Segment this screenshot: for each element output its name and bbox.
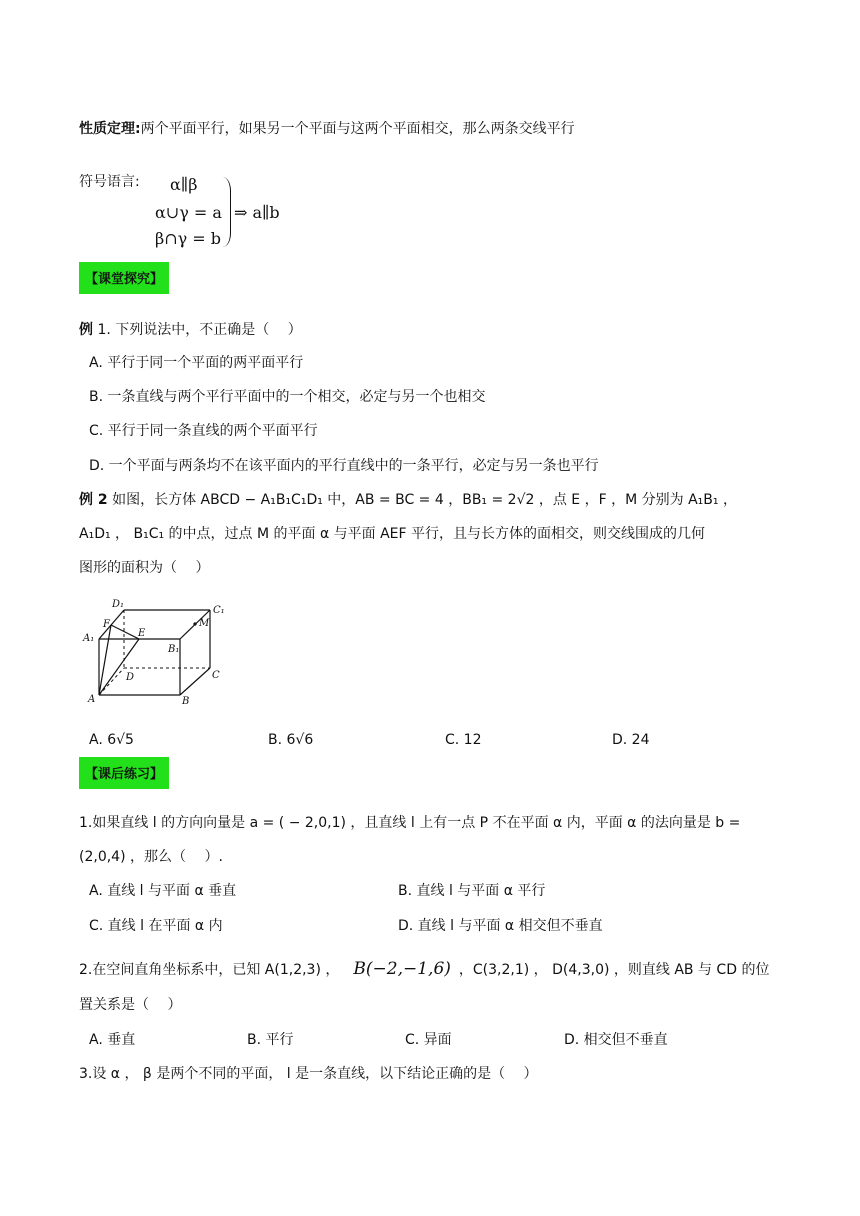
fig-label-m: M [199, 618, 210, 629]
ex1-option-b: B. 一条直线与两个平行平面中的一个相交，必定与另一个也相交 [89, 389, 486, 405]
property-theorem [79, 118, 575, 138]
property-text: 两个平面平行，如果另一个平面与这两个平面相交，那么两条交线平行 [140, 121, 575, 137]
fig-label-c1: C₁ [213, 605, 225, 616]
ex1-option-c: C. 平行于同一条直线的两个平面平行 [89, 423, 318, 439]
q2-option-d: D. 相交但不垂直 [564, 1032, 668, 1048]
q1-line-2: (2,0,4) ，那么（ ）. [79, 849, 223, 865]
fig-label-d: D [126, 672, 135, 683]
ex1-label: 例 [79, 322, 93, 338]
q2-line-2: 置关系是（ ） [79, 997, 182, 1013]
fig-label-d1: D₁ [112, 599, 125, 610]
symbolic-line-2: α∪γ = a [155, 203, 222, 222]
q1-option-b: B. 直线 l 与平面 α 平行 [398, 883, 546, 899]
q1-line-1: 1.如果直线 l 的方向向量是 a = ( − 2,0,1) ，且直线 l 上有一点 P 不在平面 α 内，平面 α 的法向量是 b = [79, 815, 741, 831]
fig-label-b: B [182, 696, 190, 706]
ex2-line-3: 图形的面积为（ ） [79, 560, 210, 576]
ex1-stem [79, 319, 302, 339]
q1-option-c: C. 直线 l 在平面 α 内 [89, 918, 223, 934]
ex2-option-b: B. 6√6 [268, 732, 314, 748]
ex2-line-2: A₁D₁ ， B₁C₁ 的中点，过点 M 的平面 α 与平面 AEF 平行，且与长方体的面相交，则交线围成的几何 [79, 526, 706, 542]
ex1-option-a: A. 平行于同一个平面的两平面平行 [89, 355, 304, 371]
fig-label-c: C [212, 670, 220, 681]
q1-option-a: A. 直线 l 与平面 α 垂直 [89, 883, 237, 899]
ex2-line-1-text: 如图，长方体 ABCD − A₁B₁C₁D₁ 中，AB = BC = 4 ，BB₁ = 2√2 ，点 E ，F ，M 分别为 A₁B₁ ， [112, 492, 737, 508]
symbolic-line-1: α∥β [170, 175, 198, 194]
ex2-cuboid-figure [82, 594, 232, 706]
ex2-option-c: C. 12 [445, 732, 482, 748]
fig-label-a: A [88, 694, 96, 705]
q1-option-d: D. 直线 l 与平面 α 相交但不垂直 [398, 918, 603, 934]
section-tag-homework: 【课后练习】 [79, 757, 169, 789]
q2-option-b: B. 平行 [247, 1032, 294, 1048]
symbolic-brace [222, 177, 231, 247]
ex1-stem-text: 1. 下列说法中，不正确是（ ） [93, 322, 302, 338]
property-label: 性质定理: [79, 121, 141, 137]
q2-option-a: A. 垂直 [89, 1032, 136, 1048]
q2-line-1-b: ，C(3,2,1) ， D(4,3,0) ，则直线 AB 与 CD 的位 [458, 962, 770, 978]
symbolic-label: 符号语言: [79, 174, 140, 190]
fig-label-f: F [103, 619, 110, 630]
ex2-line-1 [79, 489, 737, 509]
fig-label-a1: A₁ [83, 633, 95, 644]
fig-label-e: E [138, 628, 146, 639]
ex2-label: 例 2 [79, 492, 108, 508]
ex2-option-a: A. 6√5 [89, 732, 134, 748]
ex1-option-d: D. 一个平面与两条均不在该平面内的平行直线中的一条平行，必定与另一条也平行 [89, 458, 599, 474]
ex2-option-d: D. 24 [612, 732, 650, 748]
q2-option-c: C. 异面 [405, 1032, 452, 1048]
symbolic-result: ⇒ a∥b [234, 203, 280, 222]
q2-point-b: B(−2,−1,6) [353, 959, 451, 979]
symbolic-line-3: β∩γ = b [155, 229, 222, 248]
q2-line-1-a: 2.在空间直角坐标系中，已知 A(1,2,3) ， [79, 962, 340, 978]
q3-line-1: 3.设 α ， β 是两个不同的平面， l 是一条直线，以下结论正确的是（ ） [79, 1066, 538, 1082]
fig-label-b1: B₁ [168, 644, 180, 655]
q2-line-1 [79, 959, 769, 979]
section-tag-classroom: 【课堂探究】 [79, 262, 169, 294]
